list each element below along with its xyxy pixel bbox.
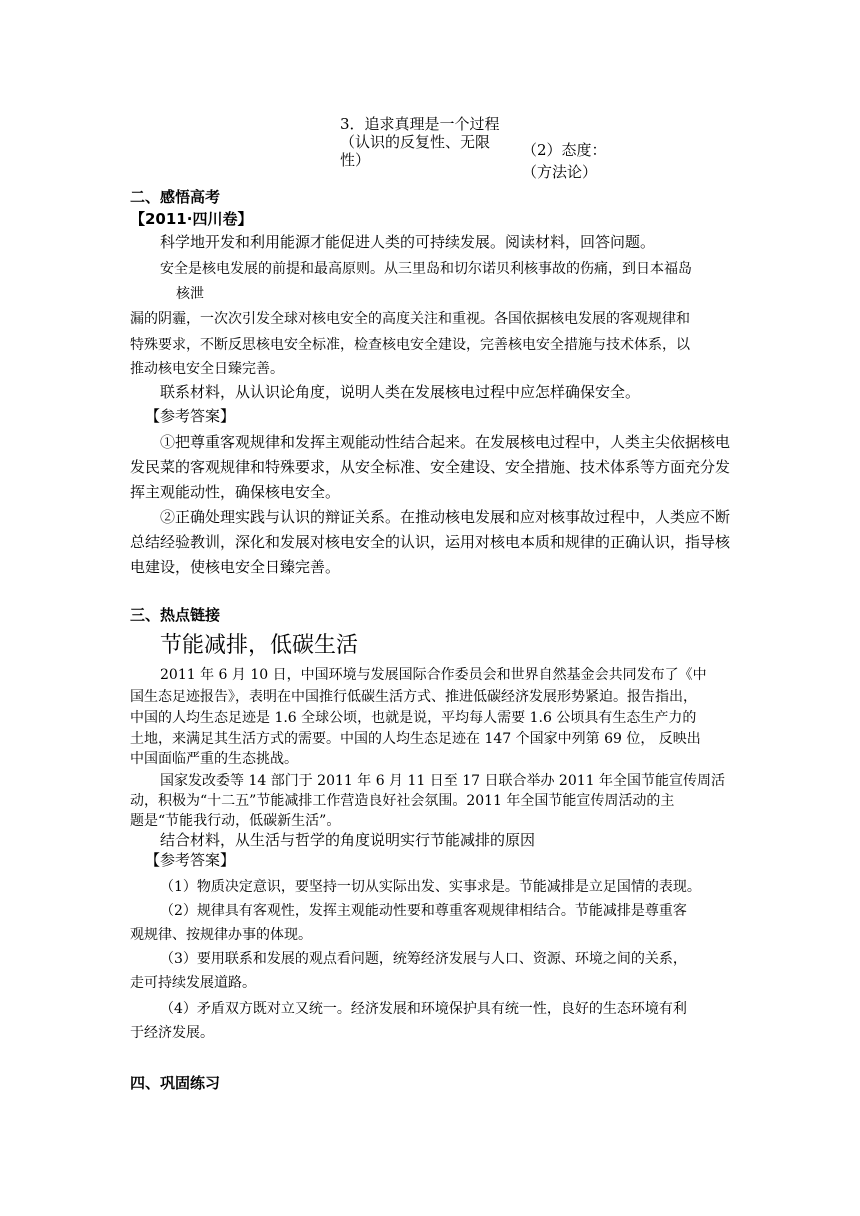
- answer-item-4-line2: 于经济发展。: [130, 1025, 214, 1041]
- answer2-line1: ②正确处理实践与认识的辩证关系。在推动核电发展和应对核事故过程中，人类应不断: [160, 508, 731, 526]
- section2-source: 【2011·四川卷】: [130, 210, 253, 228]
- material-line1b: 核泄: [176, 286, 204, 302]
- p2-line2: 动，积极为“十二五”节能减排工作营造良好社会氛围。2011 年全国节能宣传周活动的主: [130, 793, 675, 809]
- item3-line1: 3．追求真理是一个过程: [340, 115, 500, 133]
- answer1-line2: 发民菜的客观规律和特殊要求，从安全标准、安全建设、安全措施、技术体系等方面充分发: [130, 458, 731, 476]
- method-label: （方法论）: [522, 163, 598, 181]
- answer1-line1: ①把尊重客观规律和发挥主观能动性结合起来。在发展核电过程中，人类主尖依据核电: [160, 433, 731, 451]
- answer1-line3: 挥主观能动性，确保核电安全。: [130, 483, 341, 501]
- p1-line1: 2011 年 6 月 10 日，中国环境与发展国际合作委员会和世界自然基金会共同发布了《中: [160, 667, 707, 683]
- section3-question: 结合材料，从生活与哲学的角度说明实行节能减排的原因: [160, 831, 536, 849]
- material-line1: 安全是核电发展的前提和最高原则。从三里岛和切尔诺贝利核事故的伤痛，到日本福岛: [160, 261, 692, 277]
- section2-intro: 科学地开发和利用能源才能促进人类的可持续发展。阅读材料，回答问题。: [160, 233, 656, 251]
- answer-item-4-line1: （4）矛盾双方既对立又统一。经济发展和环境保护具有统一性，良好的生态环境有利: [160, 1001, 687, 1017]
- section2-heading: 二、感悟高考: [130, 188, 221, 206]
- answer2-line3: 电建设，使核电安全日臻完善。: [130, 558, 341, 576]
- material-line2: 漏的阴霾，一次次引发全球对核电安全的高度关注和重视。各国依据核电发展的客观规律和: [130, 311, 690, 327]
- attitude-label: （2）态度：: [522, 141, 607, 159]
- answer-item-3-line1: （3）要用联系和发展的观点看问题，统筹经济发展与人口、资源、环境之间的关系，: [160, 951, 687, 967]
- material-line4: 推动核电安全日臻完善。: [130, 361, 284, 377]
- answer2-line2: 总结经验教训，深化和发展对核电安全的认识，运用对核电本质和规律的正确认识，指导核: [130, 533, 731, 551]
- section3-heading: 三、热点链接: [130, 606, 221, 624]
- section2-question: 联系材料，从认识论角度，说明人类在发展核电过程中应怎样确保安全。: [160, 383, 641, 401]
- item3-line2: （认识的反复性、无限: [340, 133, 491, 151]
- p1-line3: 中国的人均生态足迹是 1.6 全球公顷，也就是说，平均每人需要 1.6 公顷具有生态生产力的: [130, 710, 697, 726]
- section3-title: 节能减排，低碳生活: [160, 633, 359, 658]
- p2-line3: 题是“节能我行动，低碳新生活”。: [130, 813, 341, 829]
- answer-item-2-line2: 观规律、按规律办事的体现。: [130, 927, 312, 943]
- answer-item-1: （1）物质决定意识，要坚持一切从实际出发、实事求是。节能减排是立足国情的表现。: [160, 879, 701, 895]
- section4-heading: 四、巩固练习: [130, 1074, 221, 1092]
- answer-item-3-line2: 走可持续发展道路。: [130, 975, 256, 991]
- answer-item-2-line1: （2）规律具有客观性，发挥主观能动性要和尊重客观规律相结合。节能减排是尊重客: [160, 903, 687, 919]
- section2-answer-label: 【参考答案】: [145, 407, 236, 425]
- p1-line5: 中国面临严重的生态挑战。: [130, 751, 298, 767]
- p2-line1: 国家发改委等 14 部门于 2011 年 6 月 11 日至 17 日联合举办 2011 年全国节能宣传周活: [160, 773, 726, 789]
- p1-line4: 土地，来满足其生活方式的需要。中国的人均生态足迹在 147 个国家中列第 69 位， 反映出: [130, 731, 701, 747]
- p1-line2: 国生态足迹报告》，表明在中国推行低碳生活方式、推进低碳经济发展形势紧迫。报告指出，: [130, 689, 697, 705]
- section3-answer-label: 【参考答案】: [145, 851, 236, 869]
- item3-line3: 性）: [340, 151, 371, 169]
- material-line3: 特殊要求，不断反思核电安全标准，检查核电安全建设，完善核电安全措施与技术体系，以: [130, 337, 690, 353]
